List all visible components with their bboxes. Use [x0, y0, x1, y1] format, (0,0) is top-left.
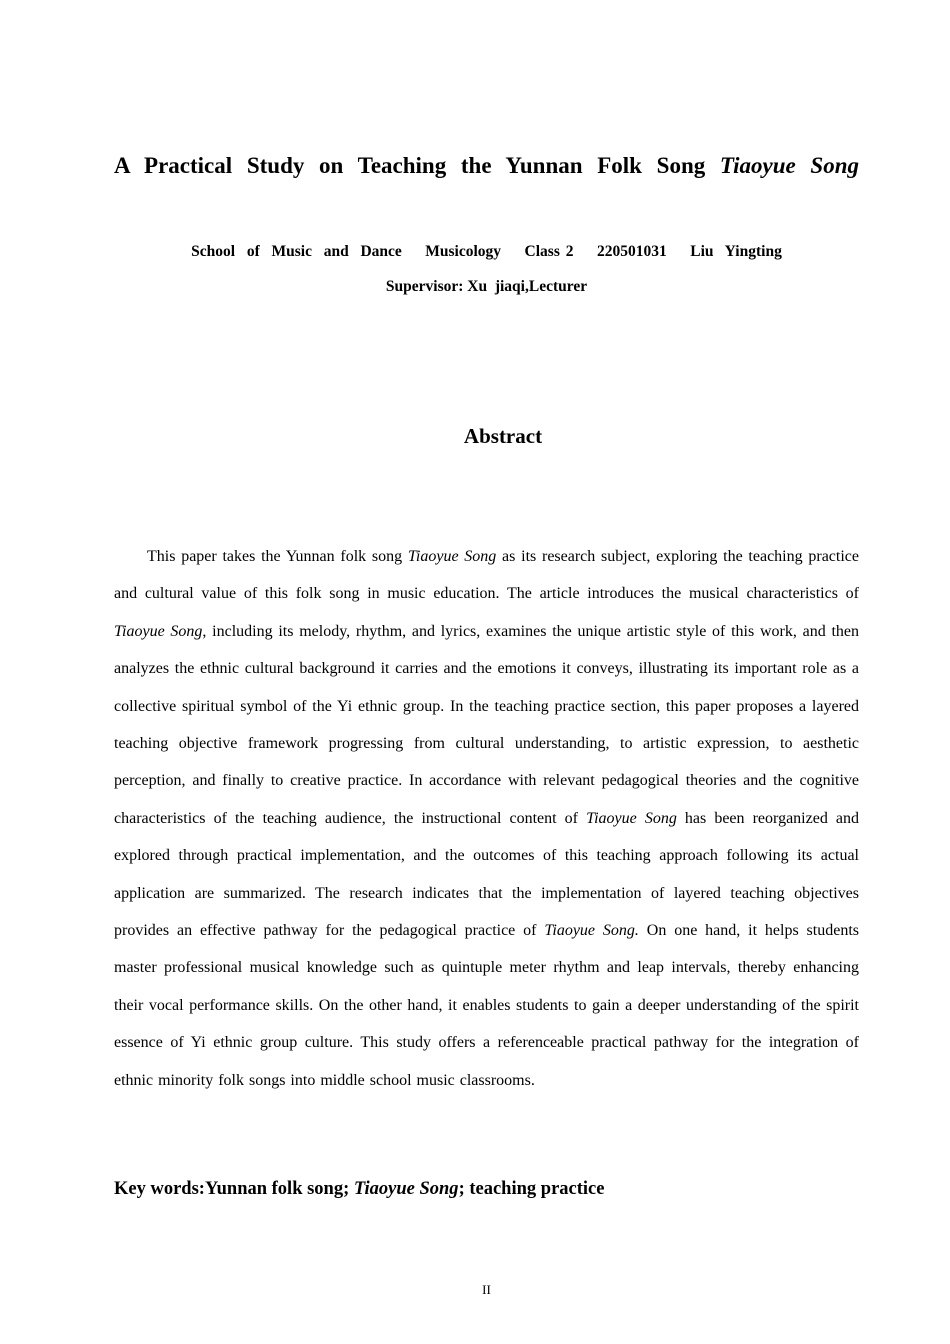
- keywords-label: Key words:: [114, 1179, 205, 1199]
- abstract-song-title: Tiaoyue Song: [586, 809, 677, 827]
- keyword-item: Yunnan folk song;: [204, 1179, 354, 1199]
- author-info: School of Music and Dance Musicology Class 2 220501031 Liu Yingting: [191, 243, 782, 260]
- abstract-song-title: Tiaoyue Song: [407, 548, 497, 565]
- paper-title: [114, 148, 859, 184]
- abstract-text-segment: This paper takes the Yunnan folk song: [147, 548, 408, 565]
- keyword-song-title: Tiaoyue Song: [353, 1179, 459, 1199]
- supervisor-info: Supervisor: Xu jiaqi,Lecturer: [385, 278, 588, 295]
- paper-title-prefix: A Practical Study on Teaching the Yunnan Folk Song: [114, 153, 720, 178]
- page-number: II: [482, 1282, 491, 1297]
- keywords-line: [114, 1175, 859, 1203]
- keyword-item: ; teaching practice: [458, 1179, 605, 1199]
- abstract-heading: Abstract: [463, 424, 543, 448]
- abstract-text-segment: On one hand, it helps students master professional musical knowledge such as quintuple meter rhythm and leap intervals, thereby enhancing their vocal performance skills. On the other hand, it enables students to gain a deeper understanding of the spirit essence of Yi ethnic group culture. This study offers a referenceable practical pathway for the integration of ethnic minority folk songs into middle school music classrooms.: [114, 922, 859, 1089]
- abstract-text-segment: as its research subject, exploring the teaching practice and cultural value of this folk song in music education. The article introduces the musical characteristics of: [114, 548, 859, 603]
- abstract-song-title: Tiaoyue Song.: [544, 922, 639, 940]
- abstract-song-title: Tiaoyue Song: [114, 622, 203, 640]
- paper-title-song: Tiaoyue Song: [719, 153, 859, 178]
- abstract-text-segment: has been reorganized and explored through practical implementation, and the outcomes of this teaching approach following its actual application are summarized. The research indicates that the implementation of layered teaching objectives provides an effective pathway for the pedagogical practice of: [114, 809, 859, 940]
- abstract-body: [114, 538, 859, 1099]
- abstract-text-segment: , including its melody, rhythm, and lyrics, examines the unique artistic style of this work, and then analyzes the ethnic cultural background it carries and the emotions it conveys, illustrating its important role as a collective spiritual symbol of the Yi ethnic group. In the teaching practice section, this paper proposes a layered teaching objective framework progressing from cultural understanding, to artistic expression, to aesthetic perception, and finally to creative practice. In accordance with relevant pedagogical theories and the cognitive characteristics of the teaching audience, the instructional content of: [114, 622, 860, 827]
